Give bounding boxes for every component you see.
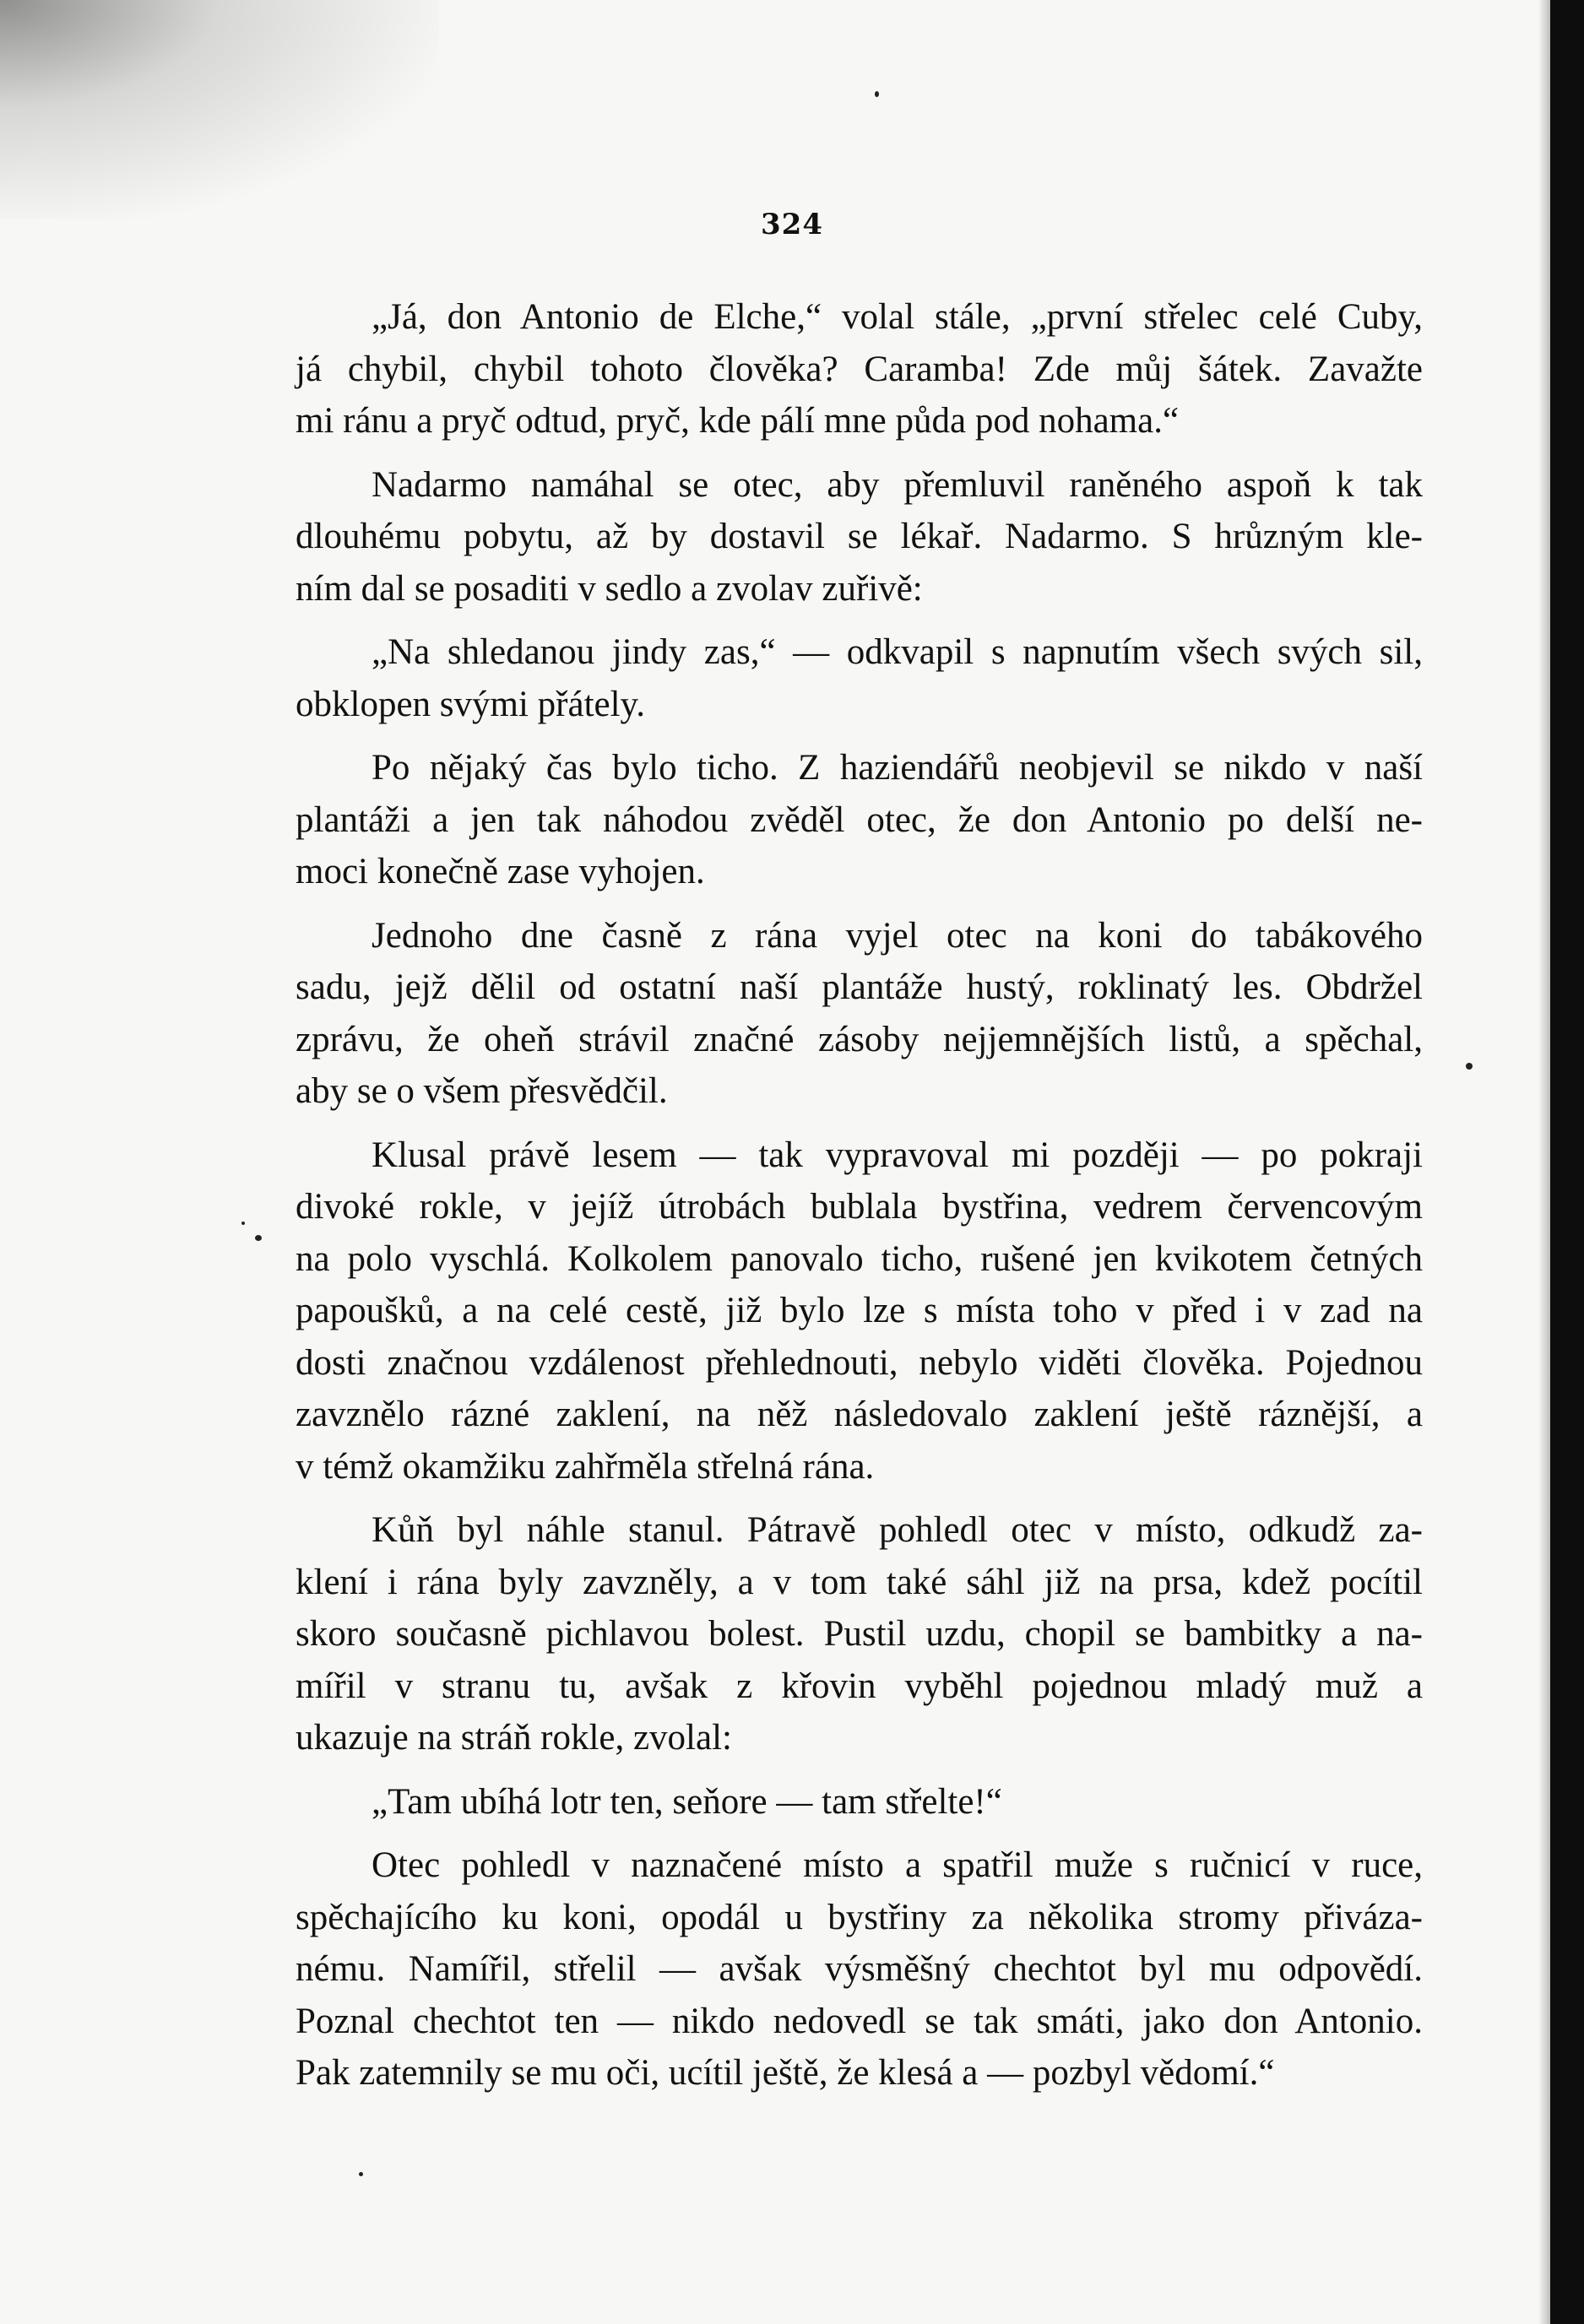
paragraph xyxy=(296,626,1423,730)
text-line: Kůň byl náhle stanul. Pátravě pohledl otec v místo, odkudž za- xyxy=(372,1510,1423,1550)
text-line: ukazuje na stráň rokle, zvolal: xyxy=(296,1718,732,1758)
text-line: divoké rokle, v jejíž útrobách bublala bystřina, vedrem červencovým xyxy=(296,1187,1423,1227)
text-line: „Na shledanou jindy zas,“ — odkvapil s napnutím všech svých sil, xyxy=(372,632,1423,672)
text-line: na polo vyschlá. Kolkolem panovalo ticho, rušené jen kvikotem četných xyxy=(296,1238,1423,1279)
text-line: já chybil, chybil tohoto člověka? Caramba! Zde můj šátek. Zavažte xyxy=(296,349,1423,389)
text-line: papoušků, a na celé cestě, již bylo lze s místa toho v před i v zad na xyxy=(296,1291,1423,1330)
paragraph xyxy=(296,1129,1423,1493)
text-line: aby se o všem přesvědčil. xyxy=(296,1071,668,1111)
text-line: nému. Namířil, střelil — avšak výsměšný chechtot byl mu odpovědí. xyxy=(296,1949,1423,1989)
text-line: skoro současně pichlavou bolest. Pustil uzdu, chopil se bambitky a na- xyxy=(296,1614,1423,1654)
text-line: klení i rána byly zavzněly, a v tom také sáhl již na prsa, kdež pocítil xyxy=(296,1562,1423,1602)
text-line: Otec pohledl v naznačené místo a spatřil muže s ručnicí v ruce, xyxy=(372,1845,1423,1885)
text-line: v témž okamžiku zahřměla střelná rána. xyxy=(296,1446,875,1487)
text-line: Nadarmo namáhal se otec, aby přemluvil raněného aspoň k tak xyxy=(372,464,1423,505)
text-line: Klusal právě lesem — tak vypravoval mi později — po pokraji xyxy=(372,1135,1423,1175)
paragraph xyxy=(296,1839,1423,2099)
page-number: 324 xyxy=(761,208,823,241)
text-line: Jednoho dne časně z rána vyjel otec na koni do tabákového xyxy=(372,915,1423,956)
text-line: „Tam ubíhá lotr ten, seňore — tam střelte!“ xyxy=(372,1781,1002,1822)
text-line: mi ránu a pryč odtud, pryč, kde pálí mne půda pod nohama.“ xyxy=(296,401,1180,441)
text-line: ním dal se posaditi v sedlo a zvolav zuřivě: xyxy=(296,568,923,609)
text-line: dlouhému pobytu, až by dostavil se lékař. Nadarmo. S hrůzným kle- xyxy=(296,517,1423,556)
paragraph xyxy=(296,910,1423,1118)
ink-speck xyxy=(241,1222,245,1225)
text-line: spěchajícího ku koni, opodál u bystřiny za několika stromy přiváza- xyxy=(296,1897,1423,1937)
ink-speck xyxy=(1466,1063,1473,1070)
body-text xyxy=(296,291,1423,2111)
paragraph xyxy=(296,291,1423,447)
text-line: dosti značnou vzdálenost přehlednouti, nebylo viděti člověka. Pojednou xyxy=(296,1342,1423,1383)
text-line: Poznal chechtot ten — nikdo nedovedl se tak smáti, jako don Antonio. xyxy=(296,2001,1423,2041)
text-line: obklopen svými přátely. xyxy=(296,684,646,724)
text-line: mířil v stranu tu, avšak z křovin vyběhl pojednou mladý muž a xyxy=(296,1666,1423,1706)
text-line: moci konečně zase vyhojen. xyxy=(296,852,705,891)
text-line: Pak zatemnily se mu oči, ucítil ještě, že klesá a — pozbyl vědomí.“ xyxy=(296,2053,1275,2093)
text-line: zavznělo rázné zaklení, na něž následovalo zaklení ještě ráznější, a xyxy=(296,1395,1423,1434)
text-line: sadu, jejž dělil od ostatní naší plantáže hustý, roklinatý les. Obdržel xyxy=(296,967,1423,1007)
page-edge-shadow xyxy=(1538,0,1550,2324)
ink-speck xyxy=(875,91,879,97)
scan-shadow xyxy=(0,0,439,219)
text-line: plantáži a jen tak náhodou zvěděl otec, že don Antonio po delší ne- xyxy=(296,799,1423,840)
text-line: „Já, don Antonio de Elche,“ volal stále, „první střelec celé Cuby, xyxy=(372,297,1423,337)
scan-border xyxy=(1550,0,1584,2324)
ink-speck xyxy=(359,2172,363,2176)
text-line: zprávu, že oheň strávil značné zásoby nejjemnějších listů, a spěchal, xyxy=(296,1019,1423,1059)
paragraph xyxy=(296,1504,1423,1764)
ink-speck xyxy=(255,1235,262,1241)
paragraph xyxy=(296,1776,1423,1828)
paragraph xyxy=(296,742,1423,898)
text-line: Po nějaký čas bylo ticho. Z haziendářů neobjevil se nikdo v naší xyxy=(372,748,1423,788)
paragraph xyxy=(296,459,1423,615)
